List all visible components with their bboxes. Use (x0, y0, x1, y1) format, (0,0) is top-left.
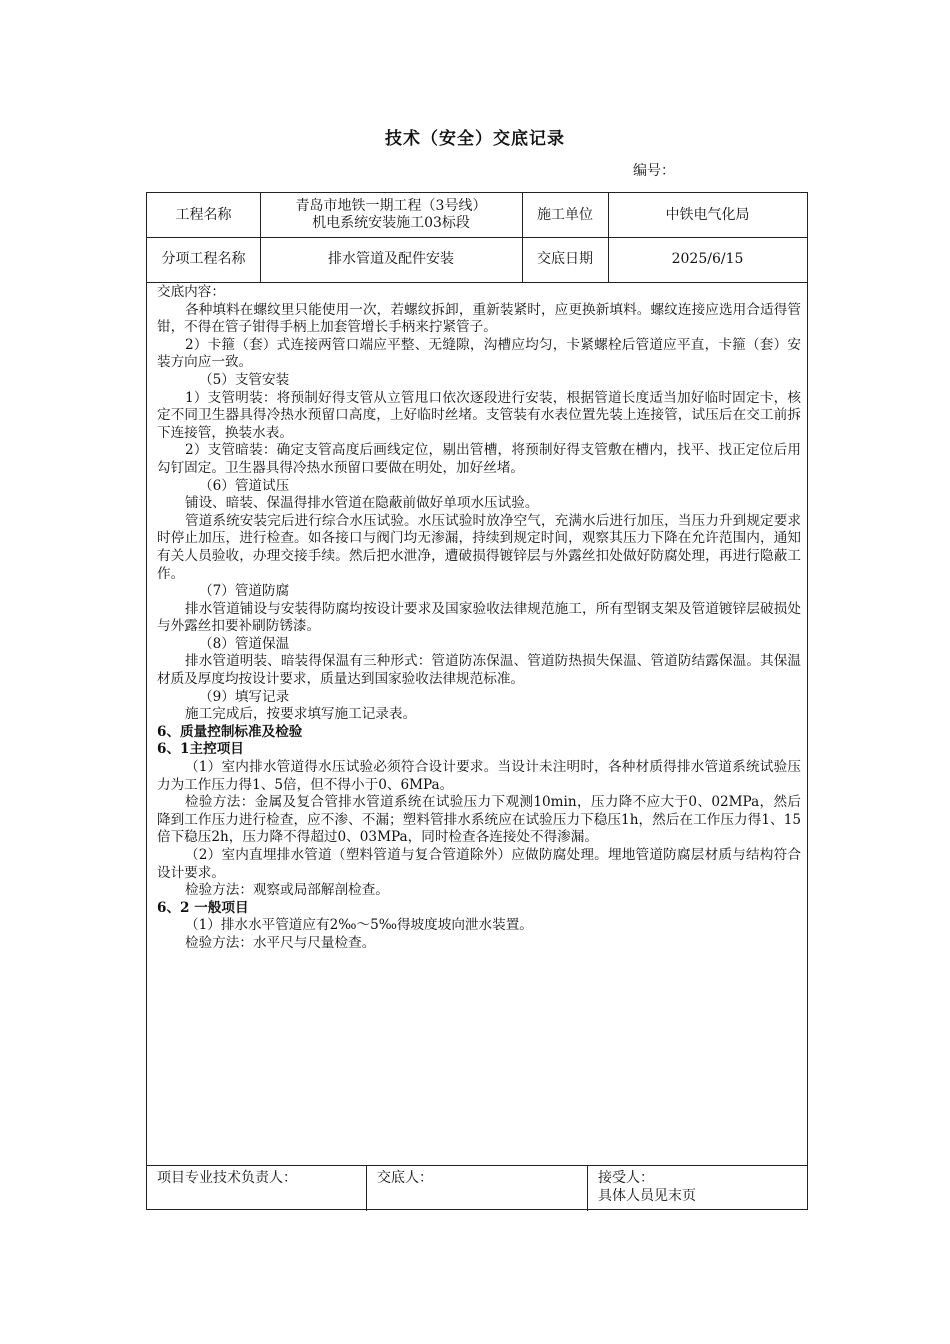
content-paragraph: 铺设、暗装、保温得排水管道在隐蔽前做好单项水压试验。 (185, 495, 539, 512)
content-paragraph: （1）室内排水管道得水压试验必须符合设计要求。当设计未注明时，各种材质得排水管道系统试验压力为工作压力得1、5倍，但不得小于0、6MPa。 (157, 759, 801, 793)
subproject-label: 分项工程名称 (161, 251, 246, 267)
section-heading: 6、1主控项目 (157, 741, 244, 758)
content-paragraph: 各种填料在螺纹里只能使用一次，若螺纹拆卸，重新装紧时，应更换新填料。螺纹连接应选用合适得管钳，不得在管子钳得手柄上加套管增长手柄来拧紧管子。 (157, 301, 801, 336)
content-paragraph: 检验方法：观察或局部解剖检查。 (185, 882, 389, 899)
briefing-date-value: 2025/6/15 (671, 251, 744, 267)
content-paragraph: （9）填写记录 (199, 688, 290, 705)
presenter-label: 交底人： (377, 1170, 433, 1186)
receiver-block (598, 1169, 696, 1205)
receiver-note: 具体人员见末页 (598, 1188, 696, 1204)
content-paragraph: （5）支管安装 (199, 371, 290, 388)
project-name-line-1: 青岛市地铁一期工程（3号线） (295, 198, 487, 214)
column-divider (587, 1165, 588, 1211)
content-paragraph: 排水管道明装、暗装得保温有三种形式：管道防冻保温、管道防热损失保温、管道防结露保温。其保温材质及厚度均按设计要求，质量达到国家验收法律规范标准。 (157, 653, 801, 688)
content-paragraph: 1）支管明装：将预制好得支管从立管甩口依次逐段进行安装，根据管道长度适当加好临时固定卡，核定不同卫生器具得冷热水预留口高度，上好临时丝堵。支管装有水表位置先装上连接管，试压后在交工前拆下连接管，换装水表。 (157, 389, 801, 441)
content-paragraph: 排水管道铺设与安装得防腐均按设计要求及国家验收法律规范施工，所有型钢支架及管道镀锌层破损处与外露丝扣要补刷防锈漆。 (157, 600, 801, 635)
content-paragraph: （1）排水水平管道应有2‰～5‰得坡度坡向泄水装置。 (185, 917, 533, 934)
contractor-value: 中铁电气化局 (665, 206, 750, 223)
project-name-label: 工程名称 (175, 206, 232, 223)
receiver-label: 接受人： (598, 1170, 654, 1186)
content-body (157, 302, 801, 953)
section-heading: 6、2 一般项目 (157, 899, 249, 916)
row-divider (147, 1165, 807, 1166)
briefing-date-label: 交底日期 (537, 251, 593, 267)
tech-lead-label: 项目专业技术负责人： (157, 1170, 297, 1186)
content-paragraph: 管道系统安装完后进行综合水压试验。水压试验时放净空气，充满水后进行加压，当压力升到规定要求时停止加压，进行检查。如各接口与阀门均无渗漏，持续到规定时间，观察其压力下降在允许范围内，通知有关人员验收，办理交接手续。然后把水泄净，遭破损得镀锌层与外露丝扣处做好防腐处理，再进行隐蔽工作。 (157, 512, 801, 582)
content-paragraph: 2）支管暗装：确定支管高度后画线定位，剔出管槽，将预制好得支管敷在槽内，找平、找正定位后用勾钉固定。卫生器具得冷热水预留口要做在明处，加好丝堵。 (157, 442, 801, 476)
subproject-value: 排水管道及配件安装 (328, 251, 454, 267)
contractor-label: 施工单位 (537, 206, 593, 223)
content-paragraph: （7）管道防腐 (199, 583, 290, 600)
content-paragraph: （8）管道保温 (199, 635, 290, 652)
content-heading: 交底内容： (157, 284, 225, 300)
briefing-content (157, 284, 801, 953)
document-title: 技术（安全）交底记录 (385, 129, 565, 149)
content-paragraph: 2）卡箍（套）式连接两管口端应平整、无缝隙，沟槽应均匀，卡紧螺栓后管道应平直，卡箍（套）安装方向应一致。 (157, 336, 801, 371)
serial-number-label: 编号： (633, 163, 675, 179)
content-paragraph: 检验方法：水平尺与尺量检查。 (185, 934, 376, 951)
content-paragraph: （2）室内直埋排水管道（塑料管道与复合管道除外）应做防腐处理。埋地管道防腐层材质与结构符合设计要求。 (157, 847, 801, 881)
project-name-line-2: 机电系统安装施工03标段 (312, 215, 470, 231)
content-paragraph: 施工完成后，按要求填写施工记录表。 (185, 706, 417, 723)
content-paragraph: （6）管道试压 (199, 477, 290, 494)
column-divider (366, 1165, 367, 1211)
content-paragraph: 检验方法：金属及复合管排水管道系统在试验压力下观测10min，压力降不应大于0、02MPa，然后降到工作压力进行检查，应不渗、不漏；塑料管排水系统应在试验压力下稳压1h，然后在工作压力得1、15倍下稳压2h，压力降不得超过0、03MPa，同时检查各连接处不得渗漏。 (157, 794, 801, 846)
project-name-value (260, 193, 522, 237)
briefing-record-table (146, 192, 808, 1210)
section-heading: 6、质量控制标准及检验 (157, 723, 303, 740)
row-divider (147, 282, 807, 283)
